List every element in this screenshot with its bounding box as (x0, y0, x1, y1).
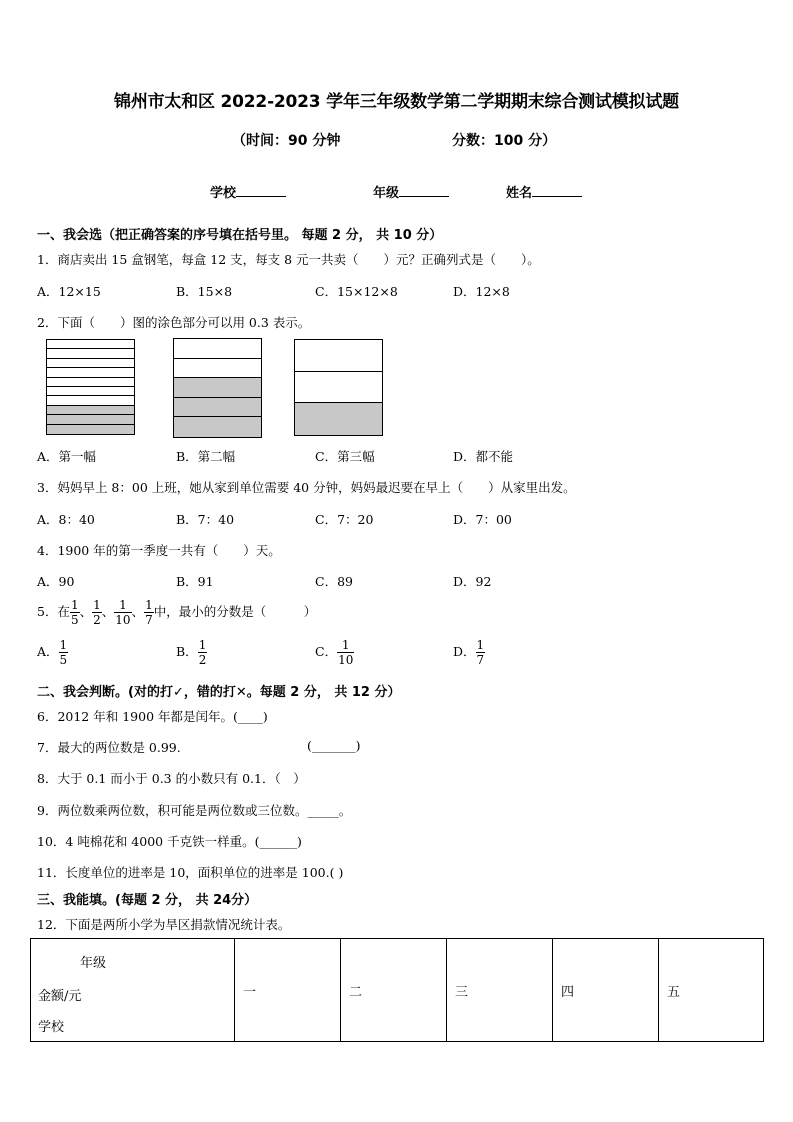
question-7-blank: (_______) (307, 738, 361, 753)
table-col-1: 一 (235, 939, 341, 1042)
q5-fraction-3: $\frac{1}{10}$ (115, 598, 131, 627)
header-grade: 年级 (80, 956, 107, 971)
q5-suffix: 中，最小的分数是（ ） (153, 604, 317, 619)
q3-option-b: B．7：40 (176, 512, 235, 527)
question-8: 8．大于 0.1 而小于 0.3 的小数只有 0.1．（ ） (37, 771, 306, 786)
question-9: 9．两位数乘两位数，积可能是两位数或三位数。_____。 (37, 803, 352, 818)
grade-label: 年级 (373, 186, 400, 201)
question-10: 10．4 吨棉花和 4000 千克铁一样重。(______) (37, 834, 302, 849)
q4-option-c: C．89 (315, 574, 353, 589)
question-12: 12．下面是两所小学为旱区捐款情况统计表。 (37, 917, 291, 932)
q5-fraction-1: $\frac{1}{5}$ (70, 598, 79, 627)
school-field (210, 182, 286, 201)
header-school: 学校 (38, 1020, 65, 1035)
q1-option-b: B．15×8 (176, 284, 233, 299)
q5-fraction-2: $\frac{1}{2}$ (93, 598, 101, 627)
name-field (506, 182, 582, 201)
q5-prefix: 5．在 (37, 604, 70, 619)
q2-option-b: B．第二幅 (176, 449, 236, 464)
figure-1 (46, 339, 135, 435)
page-title: 锦州市太和区 2022-2023 学年三年级数学第二学期期末综合测试模拟试题 (114, 92, 679, 112)
q2-option-d: D．都不能 (453, 449, 514, 464)
q5-fraction-4: $\frac{1}{7}$ (145, 598, 153, 627)
q3-option-d: D．7：00 (453, 512, 512, 527)
q4-option-a: A．90 (37, 574, 75, 589)
table-header-cell (31, 939, 235, 1042)
table-col-3: 三 (447, 939, 553, 1042)
question-5: 5．在 $\frac{1}{5}$ 、 $\frac{1}{2}$ 、 $\frac{1}{10}$ 、 $\frac{1}{7}$ 中，最小的分数是（ ） (37, 598, 317, 627)
name-label: 姓名 (506, 186, 533, 201)
question-3: 3．妈妈早上 8：00 上班，她从家到单位需要 40 分钟，妈妈最迟要在早上（ ）从家里出发。 (37, 480, 576, 495)
q5-option-d: D． $\frac{1}{7}$ (453, 638, 485, 667)
name-blank (532, 184, 582, 197)
school-blank (236, 184, 286, 197)
grade-blank (399, 184, 449, 197)
question-6: 6．2012 年和 1900 年都是闰年。(____) (37, 709, 268, 724)
question-2: 2．下面（ ）图的涂色部分可以用 0.3 表示。 (37, 315, 311, 330)
q1-option-c: C．15×12×8 (315, 284, 398, 299)
q5-option-b: B． $\frac{1}{2}$ (176, 638, 207, 667)
table-col-4: 四 (553, 939, 659, 1042)
q1-option-d: D．12×8 (453, 284, 510, 299)
q4-option-b: B．91 (176, 574, 214, 589)
q5-option-a: A． $\frac{1}{5}$ (37, 638, 68, 667)
q1-option-a: A．12×15 (37, 284, 101, 299)
time-label: （时间：90 分钟 (232, 133, 341, 149)
header-amount: 金额/元 (38, 989, 82, 1004)
score-label: 分数：100 分） (452, 133, 557, 149)
q2-option-a: A．第一幅 (37, 449, 97, 464)
question-11: 11．长度单位的进率是 10，面积单位的进率是 100.( ) (37, 865, 344, 880)
section-1-heading: 一、我会选（把正确答案的序号填在括号里。 每题 2 分， 共 10 分） (37, 228, 443, 243)
school-label: 学校 (210, 186, 237, 201)
grade-field (373, 182, 449, 201)
question-4: 4．1900 年的第一季度一共有（ ）天。 (37, 543, 281, 558)
section-2-heading: 二、我会判断。(对的打✓，错的打✕。每题 2 分， 共 12 分） (37, 685, 401, 700)
question-7: 7．最大的两位数是 0.99. (37, 740, 181, 755)
section-3-heading: 三、我能填。(每题 2 分， 共 24分） (37, 893, 258, 908)
q2-option-c: C．第三幅 (315, 449, 375, 464)
table-col-5: 五 (659, 939, 764, 1042)
q3-option-a: A．8：40 (37, 512, 95, 527)
q5-option-c: C． $\frac{1}{10}$ (315, 638, 354, 667)
table-col-2: 二 (341, 939, 447, 1042)
figure-3 (294, 339, 383, 436)
question-1: 1．商店卖出 15 盒钢笔，每盒 12 支，每支 8 元一共卖（ ）元？正确列式是（ ）。 (37, 252, 540, 267)
q3-option-c: C．7：20 (315, 512, 374, 527)
q4-option-d: D．92 (453, 574, 492, 589)
donation-table (30, 938, 764, 1042)
figure-2 (173, 338, 262, 438)
